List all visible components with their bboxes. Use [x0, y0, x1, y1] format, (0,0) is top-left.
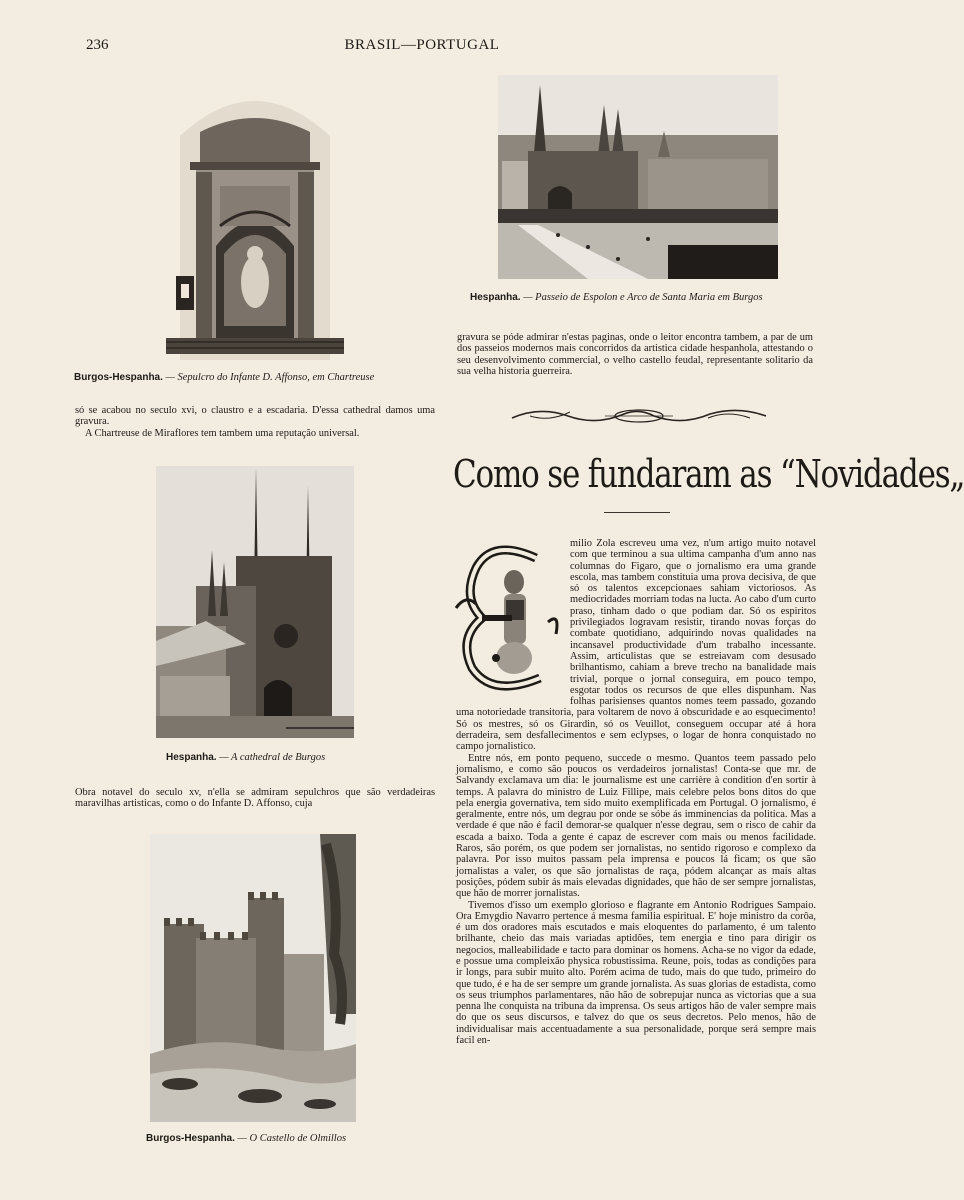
sepulchre-engraving [160, 76, 350, 360]
cathedral-caption [166, 752, 325, 763]
right-top-paragraph: gravura se póde admirar n'estas paginas, onde o leitor encontra tambem, a par de um dos passeios modernos mais concorridos da artistica cidade hespanhola, attestando o seu desenvolvimento commercial, o velho castello feudal, representante solitario da sua velha historia guerreira. [457, 332, 813, 377]
drop-cap-e-illustration [452, 538, 564, 696]
headline-rule [604, 512, 670, 513]
article-headline: Como se fundaram as “Novidades„ [453, 452, 964, 497]
sepulchre-caption-place: Burgos-Hespanha. [74, 372, 163, 383]
article-body [456, 538, 816, 1046]
castle-caption [146, 1133, 346, 1144]
sepulchre-caption [74, 372, 374, 383]
article-paragraph-2: Entre nós, em ponto pequeno, succede o mesmo. Quantos teem passado pelo jornalismo, e como são poucos os verdadeiros jornalistas! Conta-se que mr. de Salvandy exclamava um dia: le journalisme est une carrière à condition d'en sortir à temps. A palavra do ministro de Luiz Fillipe, mais celebre pelos bons ditos do que pela energia governativa, tem sido muito exemplificada em Portugal. O jornalismo, é geralmente, entre nós, um degrau por onde se sóbe ás imminencias da politica. Mas a verdade é que não é facil demorar-se qualquer n'esse degrau, sem o risco de cahir da escada a baixo. Toda a gente é capaz de escrever com mais ou menos facilidade. Raros, são porém, os que podem ser jornalistas, no sentido rigoroso e complexo da palavra. Por isso muitos passam pela imprensa e poucos lá ficam; os que são jornalistas a valer, os que são jornalistas de raça, pódem alcançar as mais altas posições, pódem subir ás mais elevadas dignidades, que hão de ser sempre jornalistas, que hão de morrer jornalistas. [456, 752, 816, 900]
article-paragraph-1: milio Zola escreveu uma vez, n'um artigo muito notavel com que terminou a sua ultima campanha d'um anno nas columnas do Figaro, que o jornalismo era uma grande escola, mas tambem constituia uma prova decisiva, de que só os talentos excepcionaes sahiam victoriosos. As mediocridades morriam todas na lucta. Ao cabo d'um curto praso, tinham dado o que podiam dar. Só os espiritos privilegiados logravam resistir, tirando novas forças do combate quotidiano, adquirindo novas qualidades na incansavel productividade d'um trabalho incessante. Assim, articulistas que se estreiavam com desusado brilhantismo, cahiam a breve trecho na banalidade mais trivial, porque o jornal conseguira, em pouco tempo, esgotar todos os recursos de que elles dispunham. Nas folhas parisienses quantos nomes teem passado, gozando uma notoriedade transitoria, para voltarem de novo á obscuridade e ao esquecimento! Só os mestres, só os Girardin, só os Veuillot, conseguem occupar até á hora derradeira, sem desfallecimentos e sem eclypses, o logar de honra conquistado no campo jornalistico. [456, 538, 816, 753]
left-text-block-2: Obra notavel do seculo xv, n'ella se admiram sepulchros que são verdadeiras maravilhas artisticas, como o do Infante D. Affonso, cuja [75, 787, 435, 810]
castle-caption-desc: — O Castello de Olmillos [237, 1133, 347, 1144]
espolon-caption-place: Hespanha. [470, 292, 521, 303]
espolon-caption [470, 292, 763, 303]
ornament-divider [510, 404, 768, 428]
espolon-photo [498, 75, 778, 279]
castle-photo [150, 834, 356, 1122]
page-number: 236 [86, 37, 109, 53]
cathedral-caption-place: Hespanha. [166, 752, 217, 763]
article-paragraph-3: Tivemos d'isso um exemplo glorioso e flagrante em Antonio Rodrigues Sampaio. Ora Emygdio Navarro pertence á mesma familia espiritual. E' hoje ministro da corôa, é um dos oradores mais escutados e mais eloquentes do parlamento, é um talento brilhante, cheio das mais variadas aptidões, tem energia e tino para dirigir os negocios, malleabilidade e tacto para dominar os homens. Acha-se no vigor da edade, e possue uma compleixão physica robustissima. Reune, pois, todas as condições para ir longs, para subir muito alto. Porém acima de tudo, mais do que tudo, primeiro do que tudo, é e ha de ser sempre um grande jornalista. As suas glorias de estadista, como os seus triumphos parlamentares, não hão de sobrepujar nunca as victorias que a sua penna lhe conquista na tribuna da imprensa. Os seus artigos hão de valer sempre mais do que os seus discursos, e talvez do que os seus decretos. Pelo menos, hão de individualisar mais accentuadamente a sua personalidade, porque será sempre mais facil en- [456, 899, 816, 1047]
cathedral-photo [156, 466, 354, 738]
left-text-block-1: só se acabou no seculo xvi, o claustro e a escadaria. D'essa cathedral damos uma gravura. A Chartreuse de Miraflores tem tambem uma reputação universal. [75, 405, 435, 439]
castle-caption-place: Burgos-Hespanha. [146, 1133, 235, 1144]
cathedral-caption-desc: — A cathedral de Burgos [219, 752, 326, 763]
sepulchre-caption-desc: — Sepulcro do Infante D. Affonso, em Chartreuse [165, 372, 375, 383]
page-header-title: BRASIL—PORTUGAL [344, 37, 500, 53]
espolon-caption-desc: — Passeio de Espolon e Arco de Santa Maria em Burgos [523, 292, 763, 303]
